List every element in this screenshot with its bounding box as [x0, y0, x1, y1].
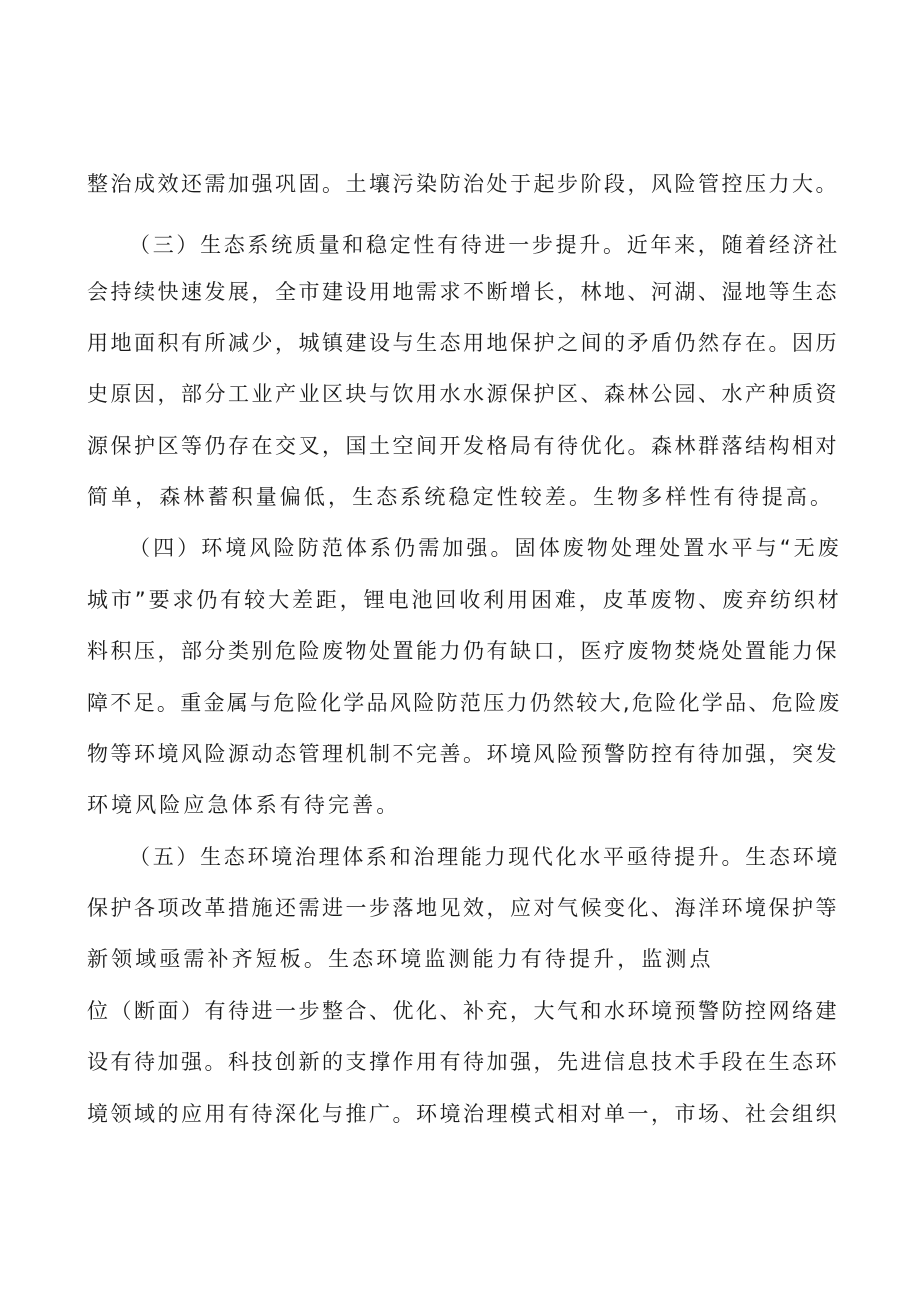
text-line: 新领域亟需补齐短板。生态环境监测能力有待提升，监测点 — [87, 947, 714, 971]
text-line: 设有待加强。科技创新的支撑作用有待加强，先进信息技术手段在生态环 — [87, 1050, 839, 1074]
paragraph-heading-three: （三）生态系统质量和稳定性有待进一步提升。近年来，随着经济社 — [129, 233, 840, 257]
text-line: 城市”要求仍有较大差距，锂电池回收利用困难，皮革废物、废弃纺织材 — [87, 588, 842, 612]
text-line: 物等环境风险源动态管理机制不完善。环境风险预警防控有待加强，突发 — [87, 742, 839, 766]
paragraph-heading-five: （五）生态环境治理体系和治理能力现代化水平亟待提升。生态环境 — [129, 845, 840, 869]
text-line: 环境风险应急体系有待完善。 — [87, 793, 401, 817]
text-line: 会持续快速发展，全市建设用地需求不断增长，林地、河湖、湿地等生态 — [87, 280, 839, 304]
text-line: 保护各项改革措施还需进一步落地见效，应对气候变化、海洋环境保护等 — [87, 896, 839, 920]
text-line: 整治成效还需加强巩固。土壤污染防治处于起步阶段，风险管控压力大。 — [87, 172, 839, 196]
text-line: 障不足。重金属与危险化学品风险防范压力仍然较大,危险化学品、危险废 — [87, 691, 842, 715]
text-line: 位（断面）有待进一步整合、优化、补充，大气和水环境预警防控网络建 — [87, 999, 839, 1023]
text-line: 史原因，部分工业产业区块与饮用水水源保护区、森林公园、水产种质资 — [87, 382, 839, 406]
text-line: 料积压，部分类别危险废物处置能力仍有缺口，医疗废物焚烧处置能力保 — [87, 639, 839, 663]
text-line: 源保护区等仍存在交叉，国土空间开发格局有待优化。森林群落结构相对 — [87, 434, 839, 458]
paragraph-heading-four: （四）环境风险防范体系仍需加强。固体废物处理处置水平与“无废 — [129, 536, 842, 560]
text-line: 用地面积有所减少，城镇建设与生态用地保护之间的矛盾仍然存在。因历 — [87, 331, 839, 355]
text-line: 简单，森林蓄积量偏低，生态系统稳定性较差。生物多样性有待提高。 — [87, 485, 835, 509]
text-line: 境领域的应用有待深化与推广。环境治理模式相对单一，市场、社会组织 — [87, 1102, 839, 1126]
